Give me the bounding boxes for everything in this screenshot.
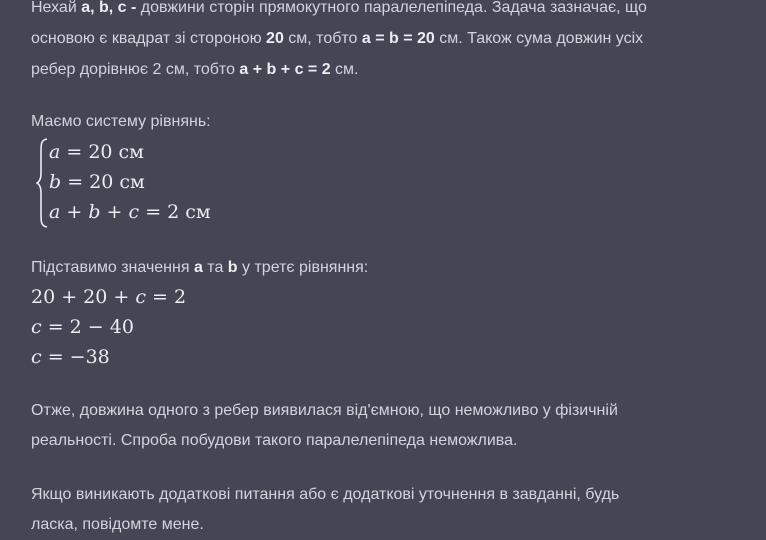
system-equation-3	[49, 198, 211, 226]
closing-line-1: Якщо виникають додаткові питання або є додаткові уточнення в завданні, будь	[31, 486, 620, 503]
text: см.	[330, 61, 359, 78]
left-brace-icon	[36, 138, 48, 228]
math-variable: a	[49, 201, 61, 223]
math-operator: +	[100, 201, 129, 223]
intro-line-2	[31, 25, 643, 53]
text: довжини сторін прямокутного паралелепіпеда. Задача зазначає, що	[136, 0, 647, 16]
math-post: = 2	[146, 286, 187, 308]
bold-text: a = b = 20	[361, 30, 435, 47]
text: основою є квадрат зі стороною	[31, 30, 267, 47]
intro-line-1	[31, 0, 647, 22]
text: см. Також сума довжин усіх	[434, 30, 644, 47]
math-variable: b	[88, 201, 101, 223]
conclusion-line-1: Отже, довжина одного з ребер виявилася від'ємною, що неможливо у фізичній	[31, 402, 618, 419]
math-variable: b	[49, 171, 62, 193]
system-equation-1	[49, 138, 144, 166]
math-variable: a	[49, 141, 61, 163]
math-step-1	[31, 283, 186, 311]
system-intro: Маємо систему рівнянь:	[31, 113, 211, 130]
bold-text: a, b, c -	[81, 0, 137, 16]
math-variable: c	[31, 346, 42, 368]
math-variable: c	[31, 316, 42, 338]
text: Нехай	[31, 0, 82, 16]
bold-text: b	[227, 259, 238, 276]
bold-text: a + b + c = 2	[239, 61, 331, 78]
math-step-2	[31, 313, 134, 341]
conclusion-line-2: реальності. Спроба побудови такого паралелепіпеда неможлива.	[31, 432, 518, 449]
text: ребер дорівнює 2 см, тобто	[31, 61, 240, 78]
math-step-3	[31, 343, 110, 371]
bold-text: a	[193, 259, 203, 276]
math-rhs: = 2 см	[139, 201, 211, 223]
math-rhs: = 20 см	[60, 141, 144, 163]
math-variable: c	[135, 286, 147, 308]
text: та	[202, 259, 228, 276]
math-operator: +	[60, 201, 89, 223]
math-post: = −38	[41, 346, 110, 368]
math-pre: 20 + 20 +	[31, 286, 136, 308]
text: Підставимо значення	[31, 259, 194, 276]
math-post: = 2 − 40	[41, 316, 134, 338]
text: у третє рівняння:	[237, 259, 369, 276]
substitute-line	[31, 254, 368, 282]
text: см, тобто	[283, 30, 362, 47]
system-equation-2	[49, 168, 145, 196]
bold-text: 20	[266, 30, 284, 47]
math-rhs: = 20 см	[61, 171, 145, 193]
math-variable: c	[128, 201, 140, 223]
intro-line-3	[31, 56, 358, 84]
closing-line-2: ласка, повідомте мене.	[31, 516, 204, 533]
